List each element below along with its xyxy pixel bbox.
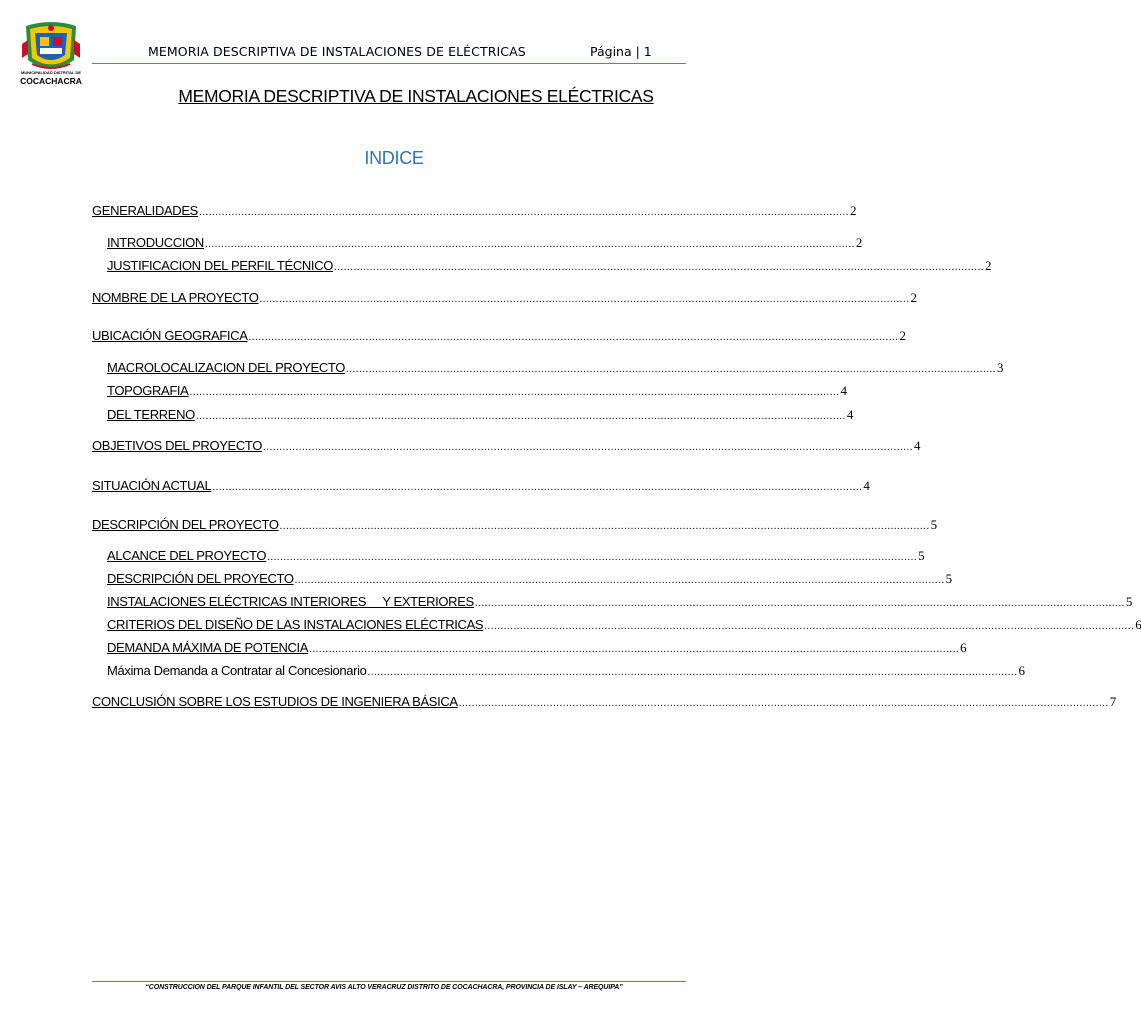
toc-entry[interactable] [107, 640, 967, 656]
toc-page-number: 3 [997, 360, 1004, 375]
toc-entry[interactable] [107, 235, 863, 251]
toc-entry[interactable] [92, 290, 917, 306]
running-header-title: MEMORIA DESCRIPTIVA DE INSTALACIONES DE ELÉCTRICAS [148, 44, 526, 59]
footer-project-name: “CONSTRUCCION DEL PARQUE INFANTIL DEL SECTOR AVIS ALTO VERACRUZ DISTRITO DE COCACHACRA, PROVINCIA DE ISLAY – AREQUIPA” [145, 984, 623, 991]
toc-label: INTRODUCCION [107, 235, 204, 250]
toc-label: DEMANDA MÁXIMA DE POTENCIA [107, 640, 309, 655]
logo-caption-municipality: MUNICIPALIDAD DISTRITAL DE [21, 70, 81, 75]
toc-leader-dots: ........................................................................................................................................................................................................ [259, 293, 910, 305]
toc-entry[interactable] [92, 517, 937, 533]
toc-leader-dots: ........................................................................................................................................................................................................ [204, 238, 855, 250]
toc-label: DESCRIPCIÓN DEL PROYECTO [92, 517, 279, 532]
toc-page-number: 4 [846, 407, 854, 422]
logo-caption-district: COCACHACRA [20, 76, 82, 86]
toc-page-number: 5 [945, 571, 952, 586]
document-title: MEMORIA DESCRIPTIVA DE INSTALACIONES ELÉCTRICAS [178, 86, 654, 106]
toc-leader-dots: ........................................................................................................................................................................................................ [279, 520, 930, 532]
toc-leader-dots: ........................................................................................................................................................................................................ [198, 206, 849, 218]
toc-entry[interactable] [92, 328, 906, 344]
toc-label: Máxima Demanda a Contratar al Concesionario [107, 663, 367, 678]
page-number: Página | 1 [590, 44, 652, 59]
toc-entry[interactable] [92, 438, 921, 454]
toc-entry[interactable] [107, 663, 1025, 679]
toc-page-number: 4 [863, 478, 870, 493]
toc-entry[interactable] [107, 383, 847, 399]
toc-label: INSTALACIONES ELÉCTRICAS INTERIORES Y EXTERIORES [107, 594, 474, 609]
toc-label: DESCRIPCIÓN DEL PROYECTO [107, 571, 294, 586]
toc-entry[interactable] [92, 694, 1116, 710]
toc-page-number: 2 [984, 258, 992, 273]
toc-label: ALCANCE DEL PROYECTO [107, 548, 267, 563]
toc-page-number: 2 [855, 235, 863, 250]
index-heading: INDICE [364, 148, 424, 168]
toc-entry[interactable] [107, 258, 992, 274]
toc-label: UBICACIÓN GEOGRAFICA [92, 328, 248, 343]
toc-entry[interactable] [92, 203, 857, 219]
toc-entry[interactable] [107, 360, 1004, 376]
toc-label: CRITERIOS DEL DISEÑO DE LAS INSTALACIONES ELÉCTRICAS [107, 617, 484, 632]
toc-leader-dots: ........................................................................................................................................................................................................ [367, 666, 1018, 678]
toc-page-number: 2 [899, 328, 906, 343]
toc-page-number: 6 [960, 640, 967, 655]
toc-leader-dots: ........................................................................................................................................................................................................ [484, 620, 1135, 632]
toc-entry[interactable] [107, 407, 854, 423]
toc-page-number: 4 [840, 383, 847, 398]
toc-label: MACROLOCALIZACION DEL PROYECTO [107, 360, 345, 375]
footer-rule [92, 981, 686, 982]
toc-page-number: 2 [910, 290, 917, 305]
toc-leader-dots: ........................................................................................................................................................................................................ [212, 481, 863, 493]
toc-leader-dots: ........................................................................................................................................................................................................ [458, 697, 1109, 709]
toc-entry[interactable] [107, 548, 925, 564]
toc-label: SITUACIÓN ACTUAL [92, 478, 212, 493]
toc-entry[interactable] [107, 594, 1132, 610]
toc-label: JUSTIFICACION DEL PERFIL TÉCNICO [107, 258, 333, 273]
toc-leader-dots: ........................................................................................................................................................................................................ [309, 643, 960, 655]
toc-leader-dots: ........................................................................................................................................................................................................ [263, 441, 914, 453]
toc-leader-dots: ........................................................................................................................................................................................................ [267, 551, 918, 563]
toc-label: GENERALIDADES [92, 203, 198, 218]
toc-entry[interactable] [107, 617, 1141, 633]
toc-label: TOPOGRAFIA [107, 383, 189, 398]
toc-label: OBJETIVOS DEL PROYECTO [92, 438, 263, 453]
toc-label: DEL TERRENO [107, 407, 195, 422]
toc-entry[interactable] [92, 478, 870, 494]
toc-page-number: 5 [918, 548, 925, 563]
toc-entry[interactable] [107, 571, 952, 587]
toc-page-number: 7 [1109, 694, 1116, 709]
toc-page-number: 6 [1135, 617, 1141, 632]
toc-leader-dots: ........................................................................................................................................................................................................ [294, 574, 945, 586]
toc-leader-dots: ........................................................................................................................................................................................................ [346, 363, 996, 375]
toc-page-number: 5 [1125, 594, 1132, 609]
toc-page-number: 5 [930, 517, 937, 532]
toc-label: NOMBRE DE LA PROYECTO [92, 290, 259, 305]
toc-leader-dots: ........................................................................................................................................................................................................ [333, 261, 984, 273]
toc-leader-dots: ........................................................................................................................................................................................................ [189, 386, 840, 398]
toc-page-number: 2 [849, 203, 857, 218]
toc-leader-dots: ........................................................................................................................................................................................................ [195, 410, 846, 422]
toc-label: CONCLUSIÓN SOBRE LOS ESTUDIOS DE INGENIERA BÁSICA [92, 694, 458, 709]
toc-page-number: 4 [914, 438, 921, 453]
toc-page-number: 6 [1018, 663, 1025, 678]
toc-leader-dots: ........................................................................................................................................................................................................ [248, 331, 899, 343]
toc-leader-dots: ........................................................................................................................................................................................................ [474, 597, 1125, 609]
